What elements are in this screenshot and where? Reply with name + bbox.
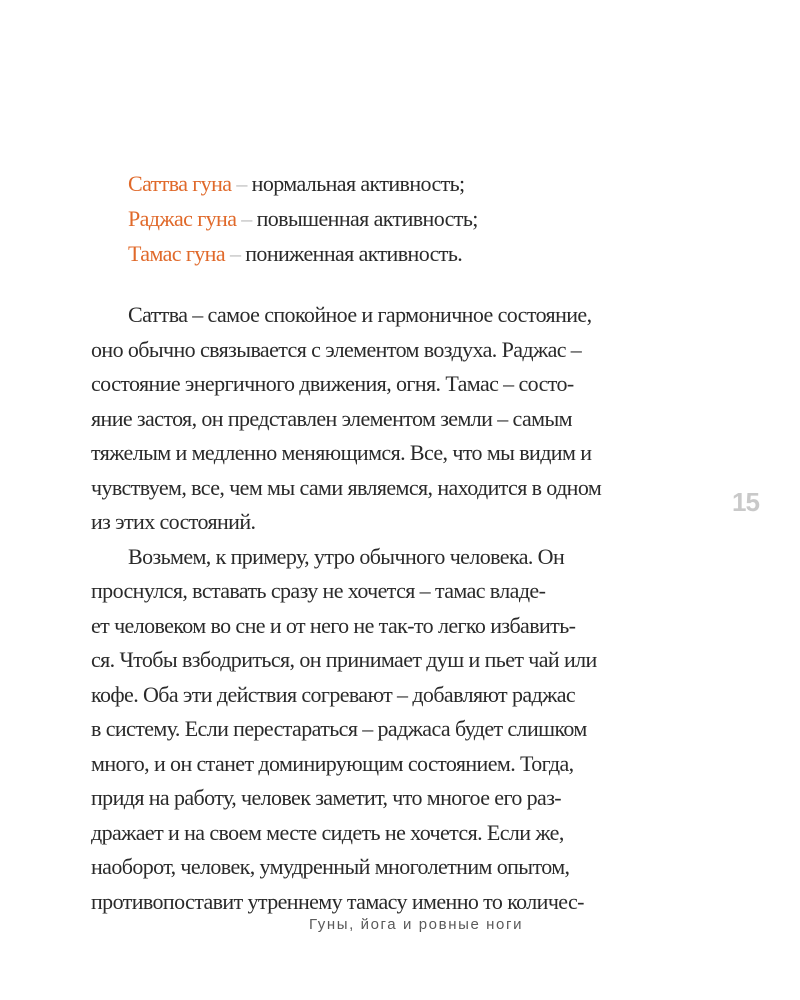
guna-list — [128, 166, 728, 271]
paragraph-line: яние застоя, он представлен элементом земли – самым — [91, 405, 572, 431]
dash: – — [241, 206, 252, 231]
page-number: 15 — [732, 487, 759, 517]
paragraph-line: в систему. Если перестараться – раджаса будет слишком — [91, 716, 587, 741]
dash: – — [236, 171, 247, 196]
paragraph-line: из этих состояний. — [91, 509, 256, 534]
guna-name: Тамас гуна — [128, 241, 226, 266]
guna-item-tamas — [128, 236, 728, 271]
paragraph-line: Саттва – самое спокойное и гармоничное состояние, — [128, 302, 592, 327]
paragraph-line: оно обычно связывается с элементом воздуха. Раджас – — [91, 336, 582, 362]
guna-name: Саттва гуна — [128, 171, 232, 196]
paragraph-line: чувствуем, все, чем мы сами являемся, находится в одном — [91, 474, 602, 500]
running-footer: Гуны, йога и ровные ноги — [309, 916, 524, 933]
paragraph-line: кофе. Оба эти действия согревают – добавляют раджас — [91, 681, 576, 707]
guna-description: нормальная активность; — [251, 171, 465, 196]
guna-item-rajas — [128, 201, 728, 236]
paragraph-line: придя на работу, человек заметит, что многое его раз- — [91, 785, 562, 810]
paragraph-line: проснулся, вставать сразу не хочется – тамас владе- — [91, 578, 546, 603]
paragraph-line: много, и он станет доминирующим состоянием. Тогда, — [91, 750, 574, 776]
guna-item-sattva — [128, 166, 728, 201]
paragraph-line: тяжелым и медленно меняющимся. Все, что мы видим и — [91, 440, 592, 465]
paragraph-line: ет человеком во сне и от него не так-то легко избавить- — [91, 612, 576, 638]
paragraph-line: наоборот, человек, умудренный многолетним опытом, — [91, 854, 570, 879]
paragraph-line: состояние энергичного движения, огня. Тамас – состо- — [91, 371, 574, 396]
paragraph-line: противопоставит утреннему тамасу именно то количес- — [91, 888, 584, 914]
guna-name: Раджас гуна — [128, 206, 237, 231]
paragraph-line: Возьмем, к примеру, утро обычного человека. Он — [128, 543, 565, 569]
guna-description: повышенная активность; — [256, 206, 478, 231]
paragraph-line: ся. Чтобы взбодриться, он принимает душ и пьет чай или — [91, 647, 597, 672]
paragraph-line: дражает и на своем месте сидеть не хочется. Если же, — [91, 819, 564, 845]
dash: – — [229, 241, 241, 266]
body-text — [91, 298, 602, 919]
guna-description: пониженная активность. — [245, 241, 463, 266]
